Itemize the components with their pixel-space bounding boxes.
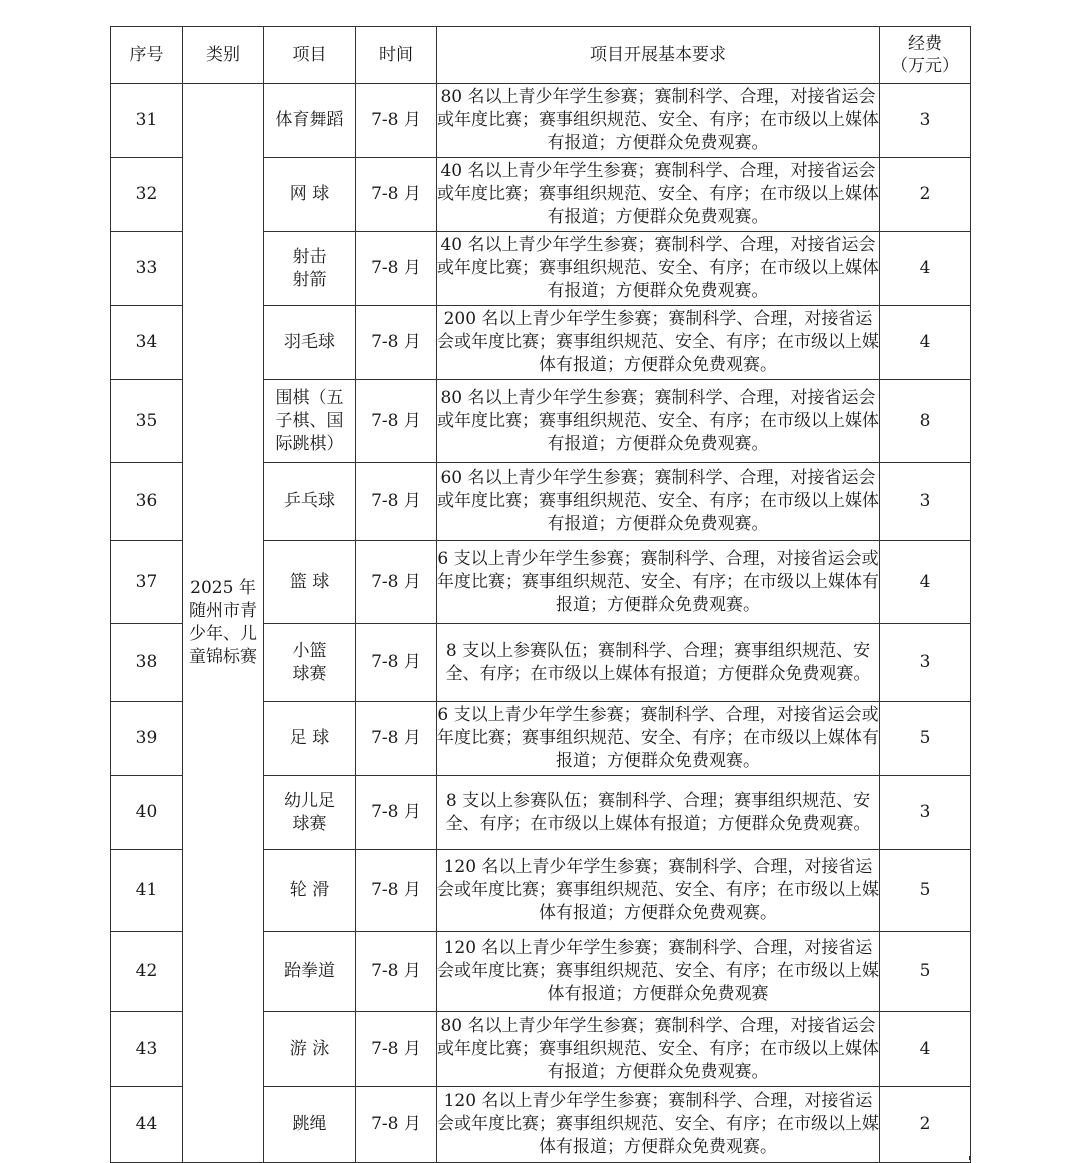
- table-header-row: [111, 27, 971, 84]
- row-project: 射击射箭: [264, 232, 356, 306]
- row-time: 7-8 月: [356, 776, 437, 850]
- row-index: 36: [111, 463, 183, 541]
- row-fee: 3: [880, 463, 971, 541]
- row-index: 42: [111, 932, 183, 1012]
- row-time: 7-8 月: [356, 932, 437, 1012]
- row-time: 7-8 月: [356, 380, 437, 463]
- row-index: 34: [111, 306, 183, 380]
- row-time: 7-8 月: [356, 232, 437, 306]
- row-project: 围棋（五子棋、国际跳棋）: [264, 380, 356, 463]
- row-requirements: 6 支以上青少年学生参赛；赛制科学、合理，对接省运会或年度比赛；赛事组织规范、安全、有序；在市级以上媒体有报道；方便群众免费观赛。: [437, 541, 880, 624]
- row-requirements: 6 支以上青少年学生参赛；赛制科学、合理，对接省运会或年度比赛；赛事组织规范、安全、有序；在市级以上媒体有报道；方便群众免费观赛。: [437, 702, 880, 776]
- row-fee: 2: [880, 158, 971, 232]
- row-project: 跆拳道: [264, 932, 356, 1012]
- category-cell: [183, 84, 264, 1163]
- header-category: 类别: [183, 27, 264, 84]
- row-project: 轮 滑: [264, 850, 356, 932]
- row-requirements: 120 名以上青少年学生参赛；赛制科学、合理，对接省运会或年度比赛；赛事组织规范、安全、有序；在市级以上媒体有报道；方便群众免费观赛: [437, 932, 880, 1012]
- row-time: 7-8 月: [356, 541, 437, 624]
- row-fee: 4: [880, 306, 971, 380]
- row-requirements: 120 名以上青少年学生参赛；赛制科学、合理，对接省运会或年度比赛；赛事组织规范、安全、有序；在市级以上媒体有报道；方便群众免费观赛。: [437, 1087, 880, 1163]
- row-fee: 5: [880, 702, 971, 776]
- row-requirements: 80 名以上青少年学生参赛；赛制科学、合理，对接省运会或年度比赛；赛事组织规范、安全、有序；在市级以上媒体有报道；方便群众免费观赛。: [437, 1012, 880, 1087]
- row-fee: 5: [880, 932, 971, 1012]
- row-fee: 3: [880, 624, 971, 702]
- events-table: [110, 26, 971, 1163]
- header-fee: [880, 27, 971, 84]
- row-fee: 5: [880, 850, 971, 932]
- row-project: 篮 球: [264, 541, 356, 624]
- row-project: 羽毛球: [264, 306, 356, 380]
- row-index: 32: [111, 158, 183, 232]
- row-project: 乒乓球: [264, 463, 356, 541]
- row-project: 足 球: [264, 702, 356, 776]
- row-requirements: 200 名以上青少年学生参赛；赛制科学、合理，对接省运会或年度比赛；赛事组织规范、安全、有序；在市级以上媒体有报道；方便群众免费观赛。: [437, 306, 880, 380]
- row-index: 38: [111, 624, 183, 702]
- row-requirements: 80 名以上青少年学生参赛；赛制科学、合理，对接省运会或年度比赛；赛事组织规范、安全、有序；在市级以上媒体有报道；方便群众免费观赛。: [437, 84, 880, 158]
- row-time: 7-8 月: [356, 463, 437, 541]
- row-index: 35: [111, 380, 183, 463]
- header-fee-line1: 经费: [908, 33, 942, 54]
- row-fee: 3: [880, 776, 971, 850]
- row-project: 小篮球赛: [264, 624, 356, 702]
- row-index: 33: [111, 232, 183, 306]
- row-fee: 4: [880, 1012, 971, 1087]
- next-row-fragment: [110, 1156, 970, 1160]
- row-fee: 2: [880, 1087, 971, 1163]
- row-index: 31: [111, 84, 183, 158]
- header-requirements: 项目开展基本要求: [437, 27, 880, 84]
- header-fee-line2: （万元）: [891, 55, 959, 76]
- row-project: 网 球: [264, 158, 356, 232]
- row-index: 43: [111, 1012, 183, 1087]
- row-time: 7-8 月: [356, 850, 437, 932]
- row-time: 7-8 月: [356, 1087, 437, 1163]
- row-index: 41: [111, 850, 183, 932]
- table-row: [111, 84, 971, 158]
- row-project: 游 泳: [264, 1012, 356, 1087]
- row-fee: 3: [880, 84, 971, 158]
- row-project: 幼儿足球赛: [264, 776, 356, 850]
- row-time: 7-8 月: [356, 306, 437, 380]
- row-time: 7-8 月: [356, 84, 437, 158]
- row-index: 44: [111, 1087, 183, 1163]
- row-requirements: 60 名以上青少年学生参赛；赛制科学、合理，对接省运会或年度比赛；赛事组织规范、安全、有序；在市级以上媒体有报道；方便群众免费观赛。: [437, 463, 880, 541]
- header-time: 时间: [356, 27, 437, 84]
- row-fee: 4: [880, 541, 971, 624]
- row-time: 7-8 月: [356, 702, 437, 776]
- row-requirements: 8 支以上参赛队伍；赛制科学、合理；赛事组织规范、安全、有序；在市级以上媒体有报道；方便群众免费观赛。: [437, 776, 880, 850]
- row-time: 7-8 月: [356, 158, 437, 232]
- row-project: 体育舞蹈: [264, 84, 356, 158]
- row-index: 37: [111, 541, 183, 624]
- header-project: 项目: [264, 27, 356, 84]
- row-time: 7-8 月: [356, 1012, 437, 1087]
- category-label: 2025 年随州市青少年、儿童锦标赛: [189, 578, 257, 667]
- row-requirements: 40 名以上青少年学生参赛；赛制科学、合理，对接省运会或年度比赛；赛事组织规范、安全、有序；在市级以上媒体有报道；方便群众免费观赛。: [437, 232, 880, 306]
- row-requirements: 120 名以上青少年学生参赛；赛制科学、合理，对接省运会或年度比赛；赛事组织规范、安全、有序；在市级以上媒体有报道；方便群众免费观赛。: [437, 850, 880, 932]
- header-index: 序号: [111, 27, 183, 84]
- row-fee: 8: [880, 380, 971, 463]
- row-project: 跳绳: [264, 1087, 356, 1163]
- row-time: 7-8 月: [356, 624, 437, 702]
- row-fee: 4: [880, 232, 971, 306]
- row-index: 40: [111, 776, 183, 850]
- row-index: 39: [111, 702, 183, 776]
- row-requirements: 8 支以上参赛队伍；赛制科学、合理；赛事组织规范、安全、有序；在市级以上媒体有报道；方便群众免费观赛。: [437, 624, 880, 702]
- row-requirements: 40 名以上青少年学生参赛；赛制科学、合理，对接省运会或年度比赛；赛事组织规范、安全、有序；在市级以上媒体有报道；方便群众免费观赛。: [437, 158, 880, 232]
- row-requirements: 80 名以上青少年学生参赛；赛制科学、合理，对接省运会或年度比赛；赛事组织规范、安全、有序；在市级以上媒体有报道；方便群众免费观赛。: [437, 380, 880, 463]
